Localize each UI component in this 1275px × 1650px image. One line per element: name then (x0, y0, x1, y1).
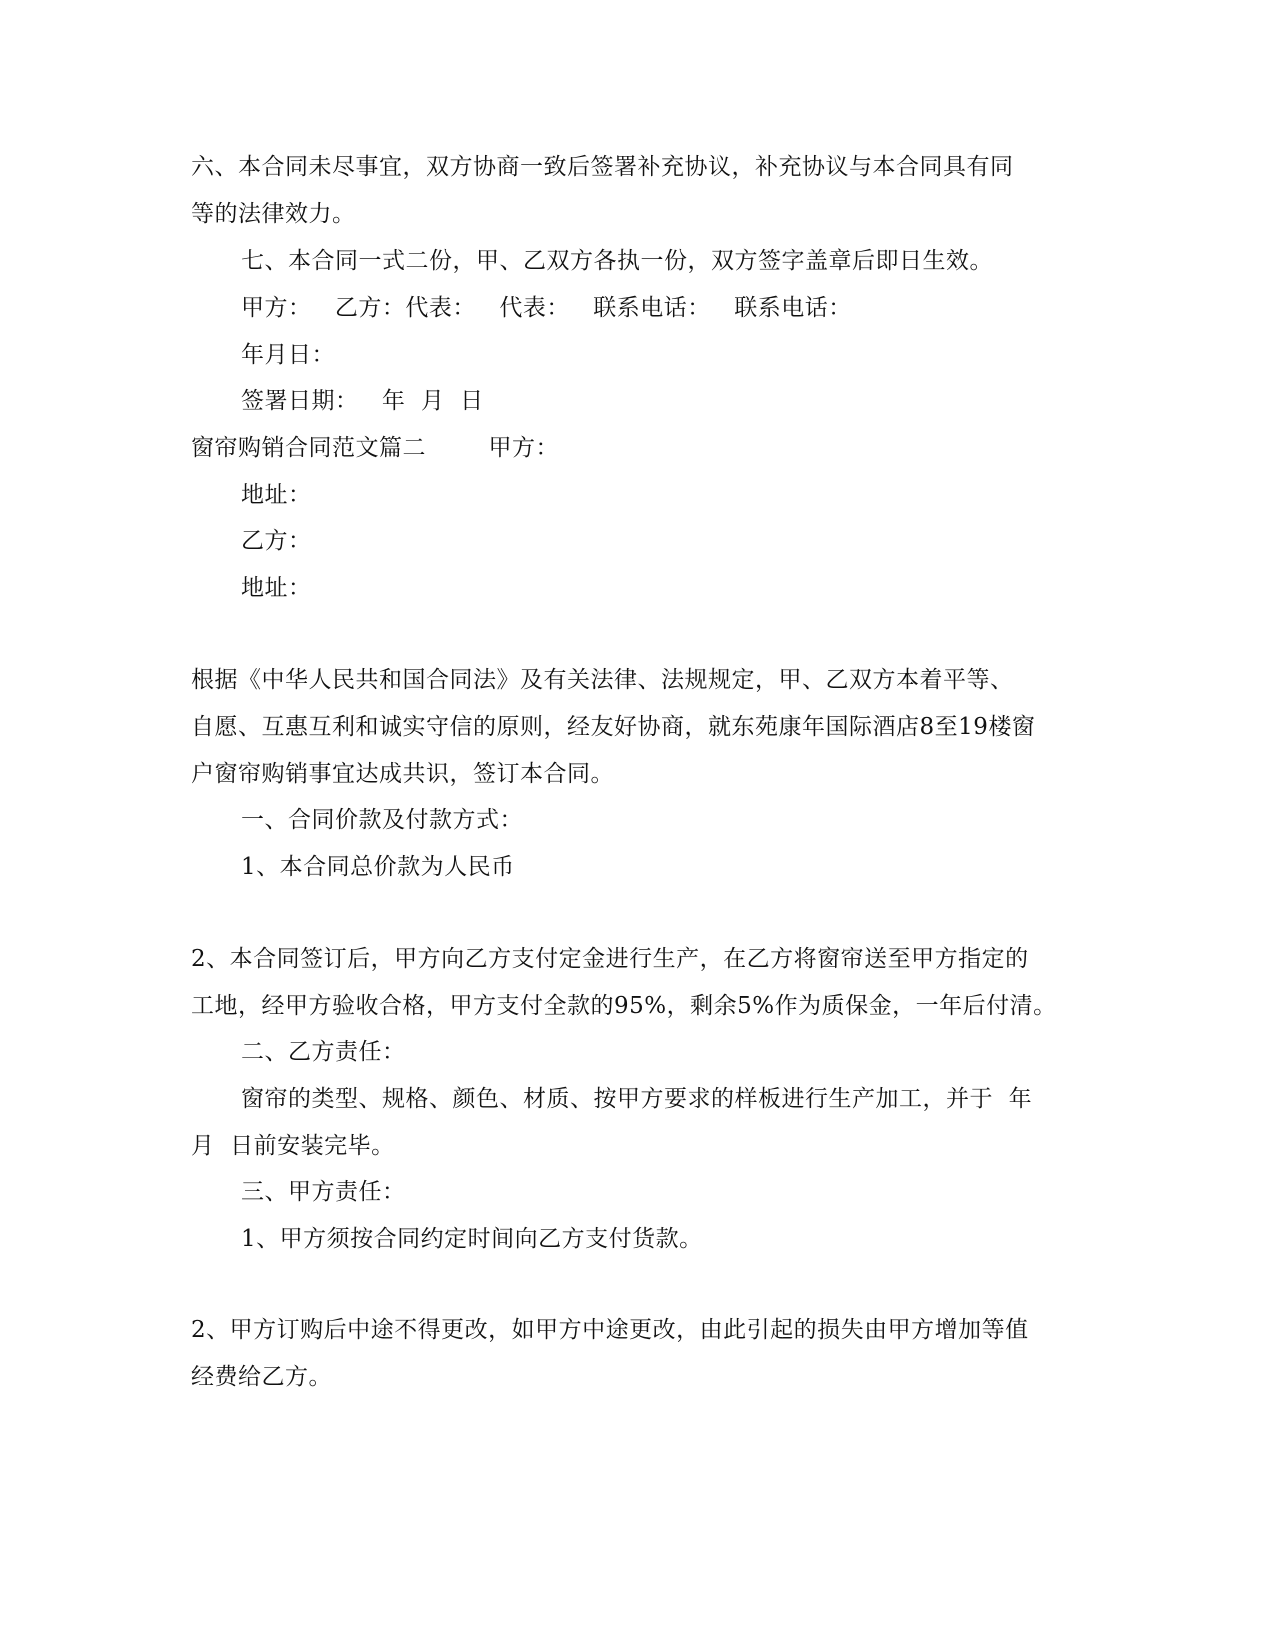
preamble-line-3: 户窗帘购销事宜达成共识，签订本合同。 (191, 761, 614, 787)
clause-6-line-2: 等的法律效力。 (191, 201, 356, 227)
party-a-duty-item-1: 1、甲方须按合同约定时间向乙方支付货款。 (241, 1226, 703, 1252)
party-b-duty-line-1: 窗帘的类型、规格、颜色、材质、按甲方要求的样板进行生产加工，并于 年 (241, 1086, 1033, 1112)
heading-party-b-duty: 二、乙方责任： (241, 1039, 406, 1065)
price-item-2-line-2: 工地，经甲方验收合格，甲方支付全款的95%，剩余5%作为质保金，一年后付清。 (191, 993, 1057, 1019)
signing-date: 签署日期： 年 月 日 (241, 388, 484, 414)
party-b-duty-line-2: 月 日前安装完毕。 (191, 1133, 395, 1159)
party-b: 乙方： (241, 528, 312, 554)
preamble-line-1: 根据《中华人民共和国合同法》及有关法律、法规规定，甲、乙双方本着平等、 (191, 667, 1014, 693)
party-a-address: 地址： (241, 482, 312, 508)
signature-parties: 甲方： 乙方：代表： 代表： 联系电话： 联系电话： (241, 295, 852, 321)
heading-price-payment: 一、合同价款及付款方式： (241, 807, 523, 833)
clause-6-line-1: 六、本合同未尽事宜，双方协商一致后签署补充协议，补充协议与本合同具有同 (191, 154, 1014, 180)
date-line: 年月日： (241, 342, 335, 368)
heading-party-a-duty: 三、甲方责任： (241, 1179, 406, 1205)
clause-7: 七、本合同一式二份，甲、乙双方各执一份，双方签字盖章后即日生效。 (241, 248, 993, 274)
party-a-duty-item-2-line-2: 经费给乙方。 (191, 1364, 332, 1390)
price-item-2-line-1: 2、本合同签订后，甲方向乙方支付定金进行生产，在乙方将窗帘送至甲方指定的 (191, 946, 1029, 972)
price-item-1: 1、本合同总价款为人民币 (241, 854, 515, 880)
section-heading-part-two: 窗帘购销合同范文篇二 甲方： (191, 435, 559, 461)
party-b-address: 地址： (241, 575, 312, 601)
preamble-line-2: 自愿、互惠互利和诚实守信的原则，经友好协商，就东苑康年国际酒店8至19楼窗 (191, 714, 1036, 740)
party-a-duty-item-2-line-1: 2、甲方订购后中途不得更改，如甲方中途更改，由此引起的损失由甲方增加等值 (191, 1317, 1029, 1343)
